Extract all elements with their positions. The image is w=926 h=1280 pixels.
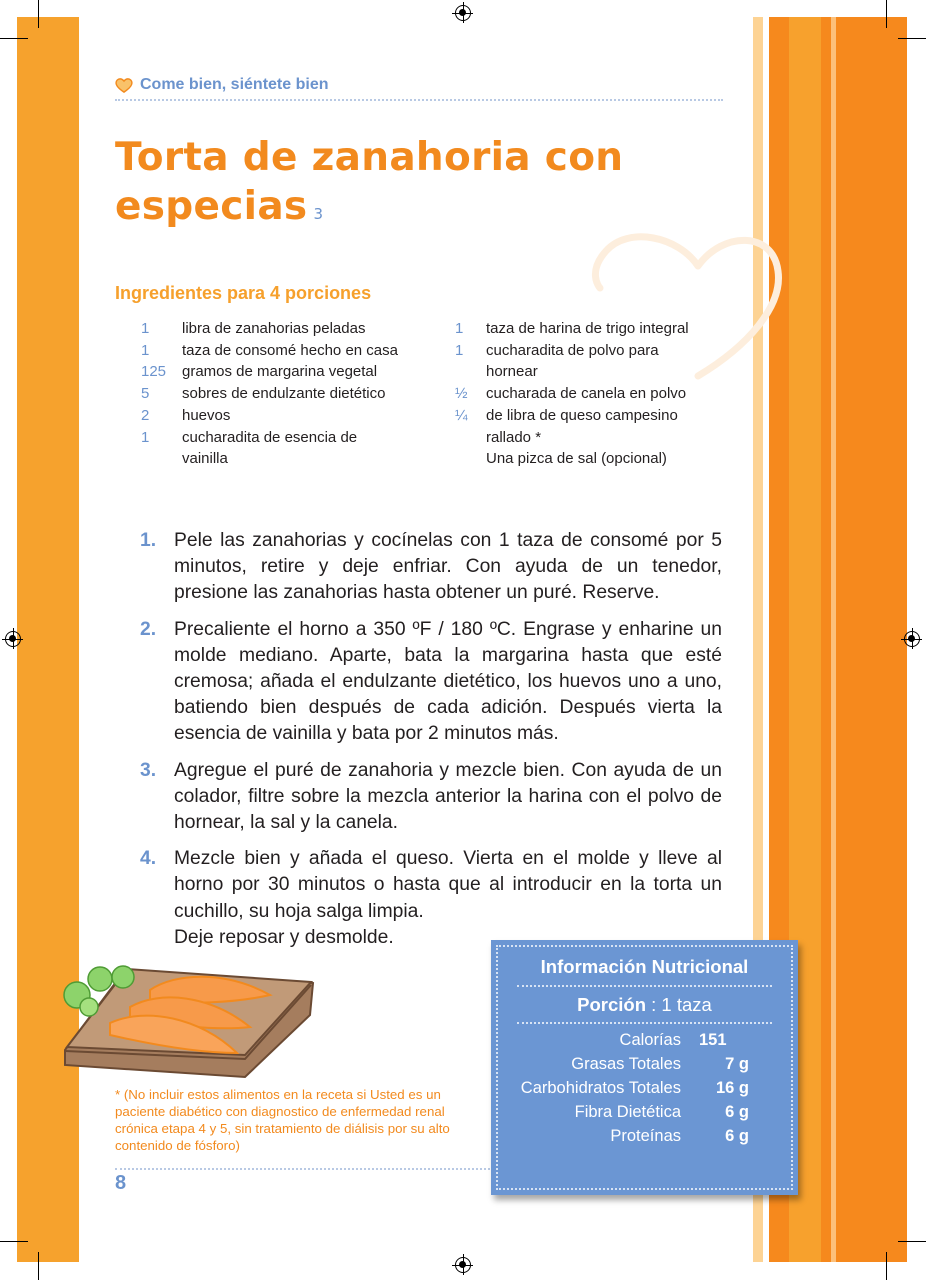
crop-mark	[0, 38, 28, 39]
nutrition-row: Proteínas 6 g	[610, 1127, 749, 1145]
ingredient-item: ½ cucharada de canela en polvo	[455, 385, 687, 403]
registration-mark-icon	[904, 631, 920, 647]
section-header	[115, 76, 328, 94]
nutrition-title: Información Nutricional	[540, 956, 749, 977]
ingredient-item: 1 taza de consomé hecho en casa	[141, 341, 398, 359]
footer-divider	[115, 1168, 490, 1170]
ingredients-list-left	[141, 318, 431, 470]
right-stripe	[821, 17, 831, 1262]
nutrition-table	[491, 1028, 798, 1148]
nutrition-row: Fibra Dietética 6 g	[574, 1103, 749, 1121]
nutrition-portion: Porción : 1 taza	[577, 994, 712, 1015]
crop-mark	[898, 38, 926, 39]
ingredient-item: 2 huevos	[141, 406, 231, 424]
crop-mark	[38, 1252, 39, 1280]
ingredient-item: 125 gramos de margarina vegetal	[141, 363, 378, 381]
header-divider	[115, 99, 723, 101]
crop-mark	[886, 0, 887, 28]
right-stripe	[836, 17, 907, 1262]
step-item: 3. Agregue el puré de zanahoria y mezcle bien. Con ayuda de un colador, filtre sobre la mezcla anterior la harina con el polvo de hornear, la sal y la canela.	[140, 759, 722, 834]
step-item: 1. Pele las zanahorias y cocínelas con 1 taza de consomé por 5 minutos, retire y deje enfriar. Con ayuda de un tenedor, presione las zanahorias hasta obtener un puré. Reserve.	[140, 530, 722, 604]
reference-number: 3	[313, 205, 324, 223]
ingredient-item: 1 cucharadita de esencia de vainilla	[141, 428, 358, 468]
crop-mark	[0, 1241, 28, 1242]
step-extra-note: Deje reposar y desmolde.	[174, 926, 394, 948]
preparation-steps	[140, 528, 722, 961]
ingredients-heading: Ingredientes para 4 porciones	[115, 283, 372, 303]
nutrition-row: Calorías 151	[619, 1031, 727, 1049]
ingredients-list-right	[455, 318, 715, 470]
ingredient-item: 1 cucharadita de polvo para hornear	[455, 341, 659, 381]
crop-mark	[886, 1252, 887, 1280]
nutrition-divider	[517, 1022, 772, 1024]
ingredient-item: 1 taza de harina de trigo integral	[455, 320, 689, 337]
ingredient-item: ¼ de libra de queso campesino rallado *	[455, 406, 678, 446]
nutrition-divider	[517, 985, 772, 987]
crop-mark	[38, 0, 39, 28]
registration-mark-icon	[455, 5, 471, 21]
registration-mark-icon	[455, 1257, 471, 1273]
registration-mark-icon	[5, 631, 21, 647]
page-number: 8	[115, 1172, 127, 1194]
nutrition-row: Grasas Totales 7 g	[571, 1055, 749, 1073]
heart-icon	[115, 78, 133, 93]
step-item: 4. Mezcle bien y añada el queso. Vierta en el molde y lleve al horno por 30 minutos o hasta que al introducir en la torta un cuchillo, su hoja salga limpia. Deje reposar y desmolde.	[140, 848, 722, 948]
ingredient-item: 5 sobres de endulzante dietético	[141, 385, 386, 403]
section-label: Come bien, siéntete bien	[140, 76, 329, 93]
ingredient-item: Una pizca de sal (opcional)	[486, 450, 667, 468]
nutrition-row: Carbohidratos Totales 16 g	[520, 1079, 749, 1097]
recipe-title: Torta de zanahoria con especias $^3$	[115, 135, 624, 229]
step-item: 2. Precaliente el horno a 350 ºF / 180 ºC. Engrase y enharine un molde mediano. Aparte, bata la margarina hasta que esté cremosa; añada el endulzante dietético, los huevos uno a uno, batiendo bien después de cada adición. Después vierta la esencia de vainilla y bata por 2 minutos más.	[140, 618, 722, 745]
ingredient-item: 1 libra de zanahorias peladas	[141, 320, 366, 337]
crop-mark	[898, 1241, 926, 1242]
nutrition-info-box	[491, 940, 798, 1195]
carrots-on-cutting-board-icon	[55, 955, 325, 1085]
footnote: * (No incluir estos alimentos en la receta si Usted es un paciente diabético con diagnostico de enfermedad renal crónica etapa 4 y 5, sin tratamiento de diálisis por su alto contenido de fósforo)	[115, 1087, 450, 1153]
